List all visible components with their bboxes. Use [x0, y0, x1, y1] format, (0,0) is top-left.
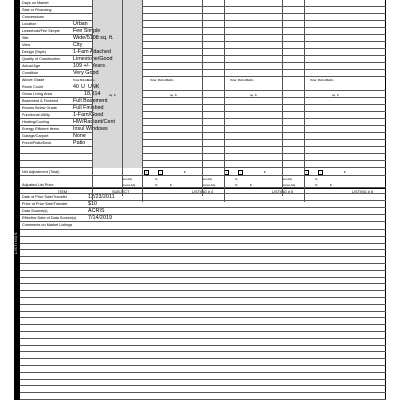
- history-label: Data Source(s): [22, 209, 48, 213]
- history-row: [20, 194, 386, 201]
- comment-line: [20, 229, 386, 230]
- column-rule: [224, 0, 225, 202]
- comment-line: [20, 358, 386, 359]
- row-value: Full Finished: [73, 105, 104, 111]
- room-header: Total: [310, 78, 317, 82]
- comment-line: [20, 304, 386, 305]
- adj-sign: -: [320, 170, 321, 174]
- comment-line: [20, 236, 386, 237]
- subject-cell[interactable]: [92, 140, 142, 147]
- comment-line: [20, 256, 386, 257]
- history-value: 7/14/2019: [88, 215, 112, 221]
- net-adjustment-row: [20, 168, 386, 176]
- room-header: Total: [230, 78, 237, 82]
- adj-checkbox[interactable]: [318, 170, 323, 175]
- row-label: Basement & Finished: [22, 99, 59, 103]
- subject-cell[interactable]: [92, 14, 142, 21]
- row-value: 1-Fam Attached: [73, 49, 112, 55]
- field-row: [20, 63, 386, 70]
- row-value: 109 +/- Years: [73, 63, 105, 69]
- row-value: Patio: [73, 140, 86, 146]
- subject-cell[interactable]: [92, 133, 142, 140]
- empty-row: [20, 154, 386, 161]
- subject-cell[interactable]: [92, 161, 142, 168]
- field-row: [20, 105, 386, 112]
- history-value: 12/23/2011: [88, 194, 115, 200]
- gla-unit: sq. ft.: [109, 93, 117, 97]
- adjusted-price-label: Adjusted List Price: [22, 183, 54, 187]
- adjusted-price-row: [20, 176, 386, 188]
- adj-text: $: [170, 183, 172, 187]
- field-row: [20, 14, 386, 21]
- gla-row: [20, 91, 386, 98]
- gla-unit: sq. ft.: [170, 93, 178, 97]
- column-rule: [304, 0, 305, 202]
- adj-checkbox[interactable]: [238, 170, 243, 175]
- subject-cell[interactable]: [92, 21, 142, 28]
- row-label: Leasehold/Fee Simple: [22, 29, 60, 33]
- column-rule: [202, 0, 203, 196]
- row-value: None: [73, 133, 86, 139]
- comment-line: [20, 372, 386, 373]
- field-row: [20, 140, 386, 147]
- comment-line: [20, 345, 386, 346]
- field-row: [20, 35, 386, 42]
- history-value: $10: [88, 201, 97, 207]
- subject-cell[interactable]: [92, 0, 142, 7]
- adj-text: %: [155, 177, 158, 181]
- room-header: Bdrms: [80, 78, 89, 82]
- row-value: Insul Windows: [73, 126, 108, 132]
- gla-unit: sq. ft.: [250, 93, 258, 97]
- row-label: Location: [22, 22, 37, 26]
- adj-sign: -: [160, 170, 161, 174]
- adj-sign: $: [344, 170, 346, 174]
- comment-line: [20, 283, 386, 284]
- row-label: Quality of Construction: [22, 57, 61, 61]
- row-label: Sale or Financing: [22, 8, 52, 12]
- row-label: Actual Age: [22, 64, 41, 68]
- above-grade-row: [20, 77, 386, 91]
- history-col-header: ITEM: [58, 189, 68, 194]
- adj-sign: +: [306, 170, 308, 174]
- comment-line: [20, 392, 386, 393]
- gla-value: 18,814: [84, 91, 101, 97]
- room-header: Baths: [326, 78, 334, 82]
- room-header: Total: [73, 78, 80, 82]
- history-label: Date of Prior Sale/Transfer: [22, 195, 68, 199]
- adj-text: %: [315, 183, 318, 187]
- comment-line: [20, 385, 386, 386]
- gla-label: Gross Living Area: [22, 92, 52, 96]
- room-header: Baths: [166, 78, 174, 82]
- adj-sign: $: [264, 170, 266, 174]
- history-row: [20, 215, 386, 222]
- column-rule: [92, 0, 93, 202]
- comment-line: [20, 277, 386, 278]
- adj-text: Net Adj.: [202, 177, 213, 181]
- row-value: Wide/5108 sq. ft.: [73, 35, 114, 41]
- adj-sign: $: [184, 170, 186, 174]
- adj-text: Gross Adj.: [122, 183, 136, 187]
- comment-line: [20, 263, 386, 264]
- adj-text: $: [330, 183, 332, 187]
- room-header: Bdrms: [318, 78, 327, 82]
- room-header: Bdrms: [238, 78, 247, 82]
- field-row: [20, 133, 386, 140]
- row-label: Site: [22, 36, 29, 40]
- comment-line: [20, 351, 386, 352]
- adj-text: Gross Adj.: [202, 183, 216, 187]
- comment-line: [20, 270, 386, 271]
- field-row: [20, 21, 386, 28]
- subject-cell[interactable]: [92, 147, 142, 154]
- room-header: Total: [150, 78, 157, 82]
- comment-line: [20, 243, 386, 244]
- row-label: Concessions: [22, 15, 44, 19]
- field-row: [20, 49, 386, 56]
- history-row: [20, 208, 386, 215]
- room-value: UNK: [88, 84, 100, 90]
- history-col-header: SUBJECT: [112, 189, 130, 194]
- adj-text: %: [155, 183, 158, 187]
- row-value: Very Good: [73, 70, 99, 76]
- field-row: [20, 56, 386, 63]
- gla-unit: sq. ft.: [332, 93, 340, 97]
- subject-cell[interactable]: [92, 70, 142, 77]
- field-row: [20, 126, 386, 133]
- empty-row: [20, 147, 386, 154]
- comment-line: [20, 311, 386, 312]
- history-label: Price of Prior Sale/Transfer: [22, 202, 68, 206]
- above-grade-label: Above Grade: [22, 78, 45, 82]
- row-label: Design (Style): [22, 50, 46, 54]
- row-value: City: [73, 42, 83, 48]
- history-col-header: LISTING # 6: [352, 189, 374, 194]
- history-col-header: LISTING # 5: [272, 189, 294, 194]
- comment-line: [20, 324, 386, 325]
- room-count-label: Room Count: [22, 85, 44, 89]
- adj-text: Gross Adj.: [282, 183, 296, 187]
- room-header: Bdrms: [158, 78, 167, 82]
- room-header: Baths: [246, 78, 254, 82]
- history-col-header: LISTING # 4: [192, 189, 214, 194]
- row-label: Functional Utility: [22, 113, 50, 117]
- field-row: [20, 0, 386, 7]
- column-rule: [142, 0, 143, 202]
- empty-row: [20, 161, 386, 168]
- field-row: [20, 119, 386, 126]
- row-value: Urban: [73, 21, 88, 27]
- row-value: Fee Simple: [73, 28, 101, 34]
- net-adjustment-label: Net Adjustment (Total): [22, 170, 60, 174]
- column-rule: [122, 0, 123, 196]
- history-row: [20, 201, 386, 208]
- subject-cell[interactable]: [92, 42, 142, 49]
- column-rule: [282, 0, 283, 196]
- sidebar-label: LISTINGS: [13, 232, 18, 255]
- comment-line: [20, 338, 386, 339]
- row-label: Days on Market: [22, 1, 49, 5]
- history-value: ACRIS: [88, 208, 105, 214]
- field-row: [20, 28, 386, 35]
- comment-line: [20, 331, 386, 332]
- comment-line: [20, 365, 386, 366]
- adj-text: %: [315, 177, 318, 181]
- adj-checkbox[interactable]: [144, 170, 149, 175]
- subject-cell[interactable]: [92, 154, 142, 161]
- field-row: [20, 7, 386, 14]
- row-label: Condition: [22, 71, 39, 75]
- row-label: Rooms Below Grade: [22, 106, 58, 110]
- adj-text: %: [235, 183, 238, 187]
- field-row: [20, 112, 386, 119]
- room-value: 40: [73, 84, 79, 90]
- row-label: Porch/Patio/Deck: [22, 141, 52, 145]
- adj-text: Net Adj.: [282, 177, 293, 181]
- row-value: HW/Radiant/Cent: [73, 119, 115, 125]
- room-header: Baths: [87, 78, 95, 82]
- adj-sign: -: [240, 170, 241, 174]
- comment-line: [20, 379, 386, 380]
- comment-line: [20, 249, 386, 250]
- adj-sign: +: [146, 170, 148, 174]
- row-label: View: [22, 43, 31, 47]
- field-row: [20, 98, 386, 105]
- row-label: Garage/Carport: [22, 134, 49, 138]
- row-value: Limestone/Good: [73, 56, 113, 62]
- adj-sign: +: [226, 170, 228, 174]
- comment-line: [20, 297, 386, 298]
- adj-checkbox[interactable]: [158, 170, 163, 175]
- subject-cell[interactable]: [92, 77, 142, 91]
- field-row: [20, 70, 386, 77]
- comment-line: [20, 290, 386, 291]
- history-label: Effective Date of Data Source(s): [22, 216, 77, 220]
- row-label: Heating/Cooling: [22, 120, 50, 124]
- comment-line: [20, 317, 386, 318]
- adj-text: Net Adj.: [122, 177, 133, 181]
- field-row: [20, 42, 386, 49]
- row-label: Energy Efficient Items: [22, 127, 59, 131]
- row-value: 1-Fam/Good: [73, 112, 104, 118]
- subject-cell[interactable]: [92, 7, 142, 14]
- adj-text: $: [250, 183, 252, 187]
- comments-label: Comments on Market Listings: [22, 223, 73, 227]
- room-value: U: [81, 84, 85, 90]
- row-value: Full Basement: [73, 98, 108, 104]
- adj-text: %: [235, 177, 238, 181]
